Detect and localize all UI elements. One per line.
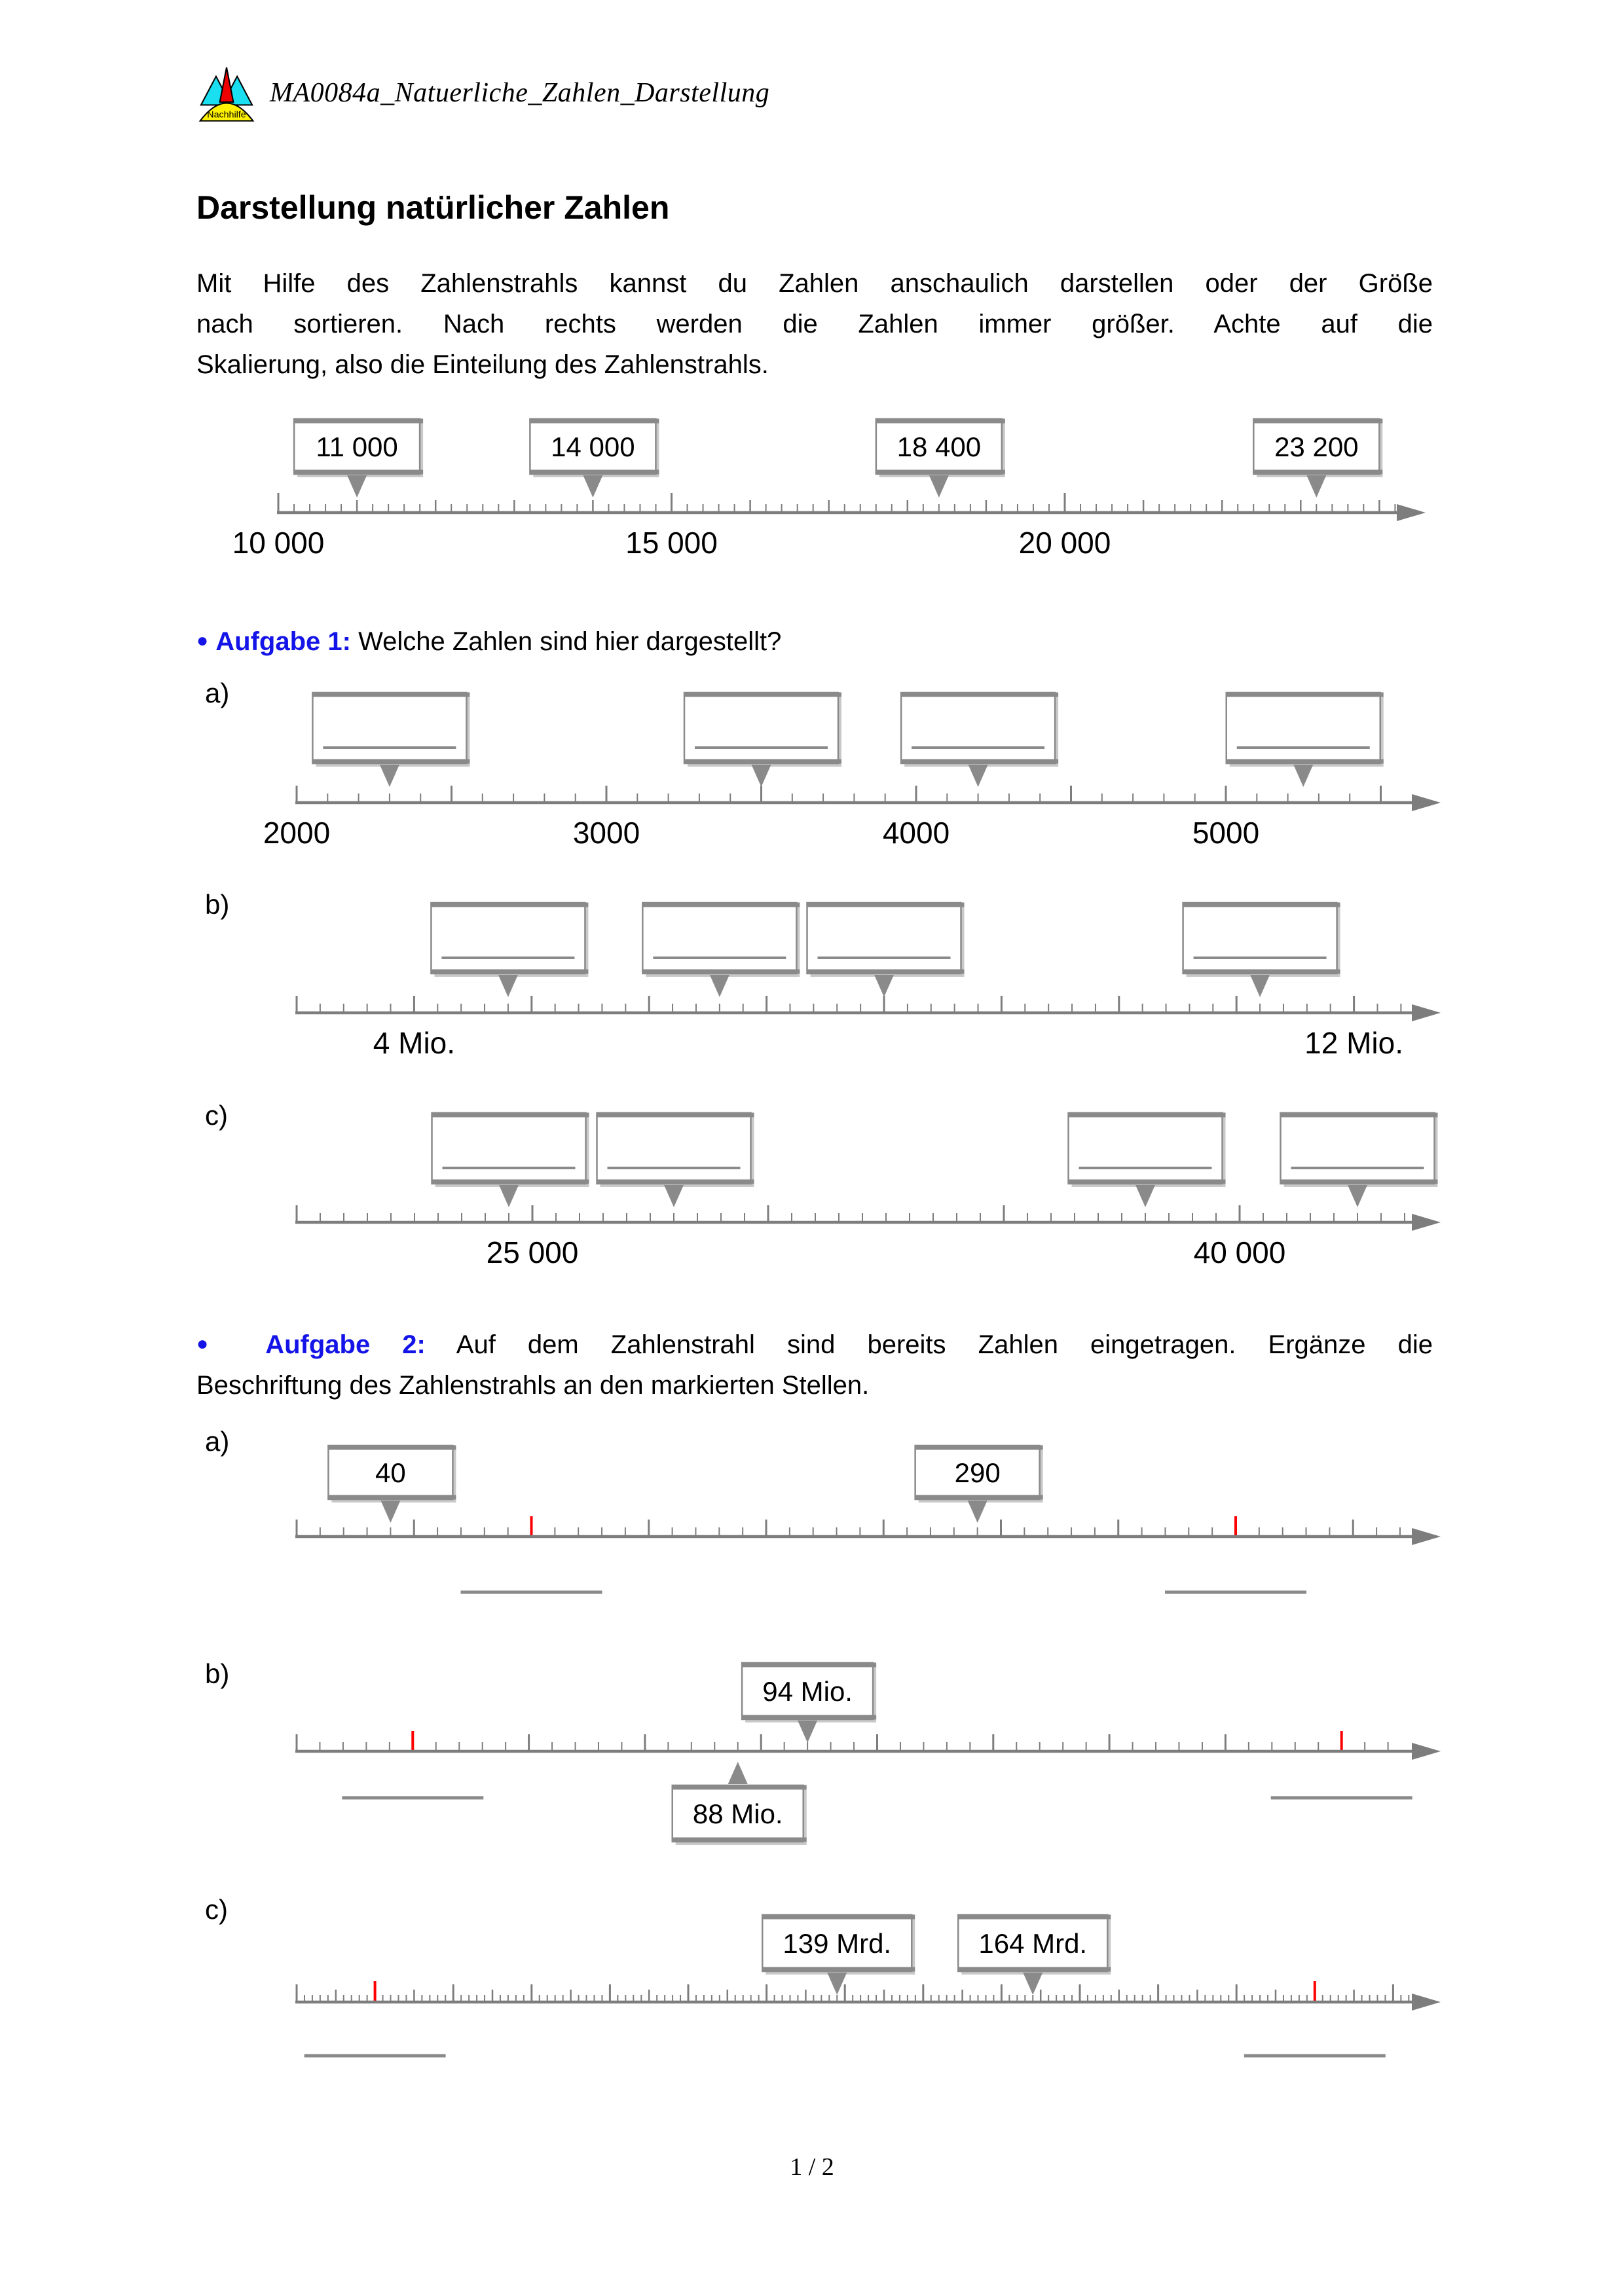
box-pointer-icon [752, 765, 771, 787]
box-pointer-icon [874, 975, 894, 997]
axis-label: 25 000 [486, 1235, 579, 1269]
box-value: 164 Mrd. [978, 1928, 1088, 1959]
box-pointer-icon [664, 1185, 684, 1207]
box-pointer-icon [380, 1501, 400, 1523]
axis-label: 4 Mio. [373, 1026, 456, 1060]
box-body [312, 693, 466, 763]
row-label-2c: c) [205, 1894, 228, 1925]
axis-arrowhead-icon [1397, 504, 1426, 521]
axis-label: 4000 [882, 816, 950, 850]
task-2-instruction-line1: Auf dem Zahlenstrahl sind bereits Zahlen eingetragen. Ergänze die [456, 1330, 1433, 1359]
empty-value-box [1280, 1113, 1438, 1207]
axis-arrowhead-icon [1412, 1214, 1441, 1231]
row-label-2b: b) [205, 1658, 230, 1689]
page-title: Darstellung natürlicher Zahlen [196, 189, 670, 226]
box-body [1281, 1113, 1435, 1184]
box-value: 40 [375, 1457, 406, 1488]
numberline-example [232, 419, 1426, 560]
axis-label: 20 000 [1018, 526, 1111, 560]
numberline-task-1b [295, 903, 1441, 1060]
value-box [762, 1915, 915, 1995]
box-pointer-icon [969, 765, 988, 787]
box-pointer-icon [583, 475, 602, 498]
task-2-label: Aufgabe 2: [265, 1330, 426, 1359]
box-body [597, 1113, 751, 1184]
box-body [1069, 1113, 1223, 1184]
empty-value-box [1226, 693, 1384, 787]
box-body [684, 693, 838, 763]
numberline-task-2b [295, 1663, 1441, 1845]
box-pointer-icon [347, 475, 367, 498]
numberline-task-2c [295, 1915, 1441, 2056]
task-1-heading [196, 621, 1433, 662]
box-pointer-icon [499, 1185, 519, 1207]
box-pointer-icon [380, 765, 399, 787]
box-value: 139 Mrd. [783, 1928, 892, 1959]
axis-arrowhead-icon [1412, 1994, 1441, 2011]
box-value: 88 Mio. [692, 1798, 783, 1829]
row-label-1b: b) [205, 889, 230, 920]
value-box [741, 1663, 876, 1743]
value-box [672, 1762, 807, 1845]
task-2-instruction-line2: Beschriftung des Zahlenstrahls an den markierten Stellen. [196, 1371, 870, 1400]
box-pointer-icon [498, 975, 518, 997]
box-body [1183, 903, 1337, 974]
empty-value-box [597, 1113, 754, 1207]
task-1-question: Welche Zahlen sind hier dargestellt? [358, 627, 782, 656]
value-box [529, 419, 659, 498]
empty-value-box [642, 903, 800, 997]
box-body [432, 1113, 586, 1184]
empty-value-box [432, 1113, 589, 1207]
box-pointer-icon [798, 1721, 817, 1743]
empty-value-box [430, 903, 588, 997]
intro-line: nach sortieren. Nach rechts werden die Zahlen immer größer. Achte auf die [196, 310, 1433, 338]
value-box [293, 419, 423, 498]
row-label-1c: c) [205, 1100, 228, 1131]
intro-line: Mit Hilfe des Zahlenstrahls kannst du Zahlen anschaulich darstellen oder der Größe [196, 269, 1433, 298]
tick-marks [297, 1981, 1409, 2002]
value-box [915, 1446, 1043, 1523]
axis-label: 10 000 [232, 526, 325, 560]
bullet-icon: ● [196, 1333, 234, 1355]
logo-wordmark: Nachhilfe [207, 109, 246, 120]
box-value: 290 [954, 1457, 1001, 1488]
box-pointer-icon [728, 1762, 748, 1784]
empty-value-box [1183, 903, 1340, 997]
empty-value-box [807, 903, 965, 997]
box-body [642, 903, 796, 974]
axis-label: 15 000 [625, 526, 718, 560]
value-box [876, 419, 1005, 498]
tick-marks [278, 493, 1395, 513]
empty-value-box [1068, 1113, 1226, 1207]
tick-marks [297, 1205, 1405, 1222]
axis-label: 12 Mio. [1304, 1026, 1404, 1060]
axis-arrowhead-icon [1412, 794, 1441, 811]
box-pointer-icon [1135, 1185, 1155, 1207]
box-pointer-icon [968, 1501, 987, 1523]
numberline-task-1c [295, 1113, 1441, 1269]
box-pointer-icon [1348, 1185, 1367, 1207]
box-value: 11 000 [316, 431, 398, 462]
empty-value-box [900, 693, 1058, 787]
intro-line: Skalierung, also die Einteilung des Zahlenstrahls. [196, 350, 769, 379]
document-filename: MA0084a_Natuerliche_Zahlen_Darstellung [270, 78, 770, 108]
box-body [807, 903, 961, 974]
tick-marks [297, 1516, 1400, 1537]
tick-marks [297, 996, 1401, 1013]
box-body [901, 693, 1055, 763]
tick-marks [297, 1731, 1388, 1751]
empty-value-box [312, 693, 470, 787]
row-label-1a: a) [205, 678, 230, 708]
axis-label: 5000 [1192, 816, 1260, 850]
box-value: 23 200 [1274, 431, 1359, 462]
axis-label: 3000 [572, 816, 640, 850]
box-pointer-icon [1306, 475, 1326, 498]
box-pointer-icon [1023, 1973, 1043, 1995]
box-pointer-icon [1250, 975, 1270, 997]
row-label-2a: a) [205, 1426, 230, 1457]
task-2-heading-line [196, 1324, 1433, 1365]
axis-label: 2000 [263, 816, 331, 850]
axis-label: 40 000 [1193, 1235, 1286, 1269]
box-body [431, 903, 585, 974]
numberline-task-2a [295, 1446, 1441, 1592]
axis-arrowhead-icon [1412, 1743, 1441, 1760]
axis-arrowhead-icon [1412, 1528, 1441, 1545]
box-value: 14 000 [551, 431, 635, 462]
value-box [957, 1915, 1111, 1995]
box-pointer-icon [1293, 765, 1313, 787]
task-2-heading [196, 1324, 1433, 1406]
box-body [1227, 693, 1380, 763]
axis-arrowhead-icon [1412, 1004, 1441, 1021]
box-value: 94 Mio. [762, 1676, 853, 1707]
page-number: 1 / 2 [790, 2153, 834, 2181]
bullet-icon: ● [196, 630, 209, 651]
value-box [1253, 419, 1382, 498]
task-1-label: Aufgabe 1: [215, 627, 351, 656]
box-pointer-icon [710, 975, 729, 997]
empty-value-box [684, 693, 841, 787]
box-pointer-icon [929, 475, 949, 498]
value-box [327, 1446, 456, 1523]
box-value: 18 400 [896, 431, 982, 462]
numberline-task-1a [263, 693, 1441, 850]
tick-marks [297, 786, 1381, 803]
